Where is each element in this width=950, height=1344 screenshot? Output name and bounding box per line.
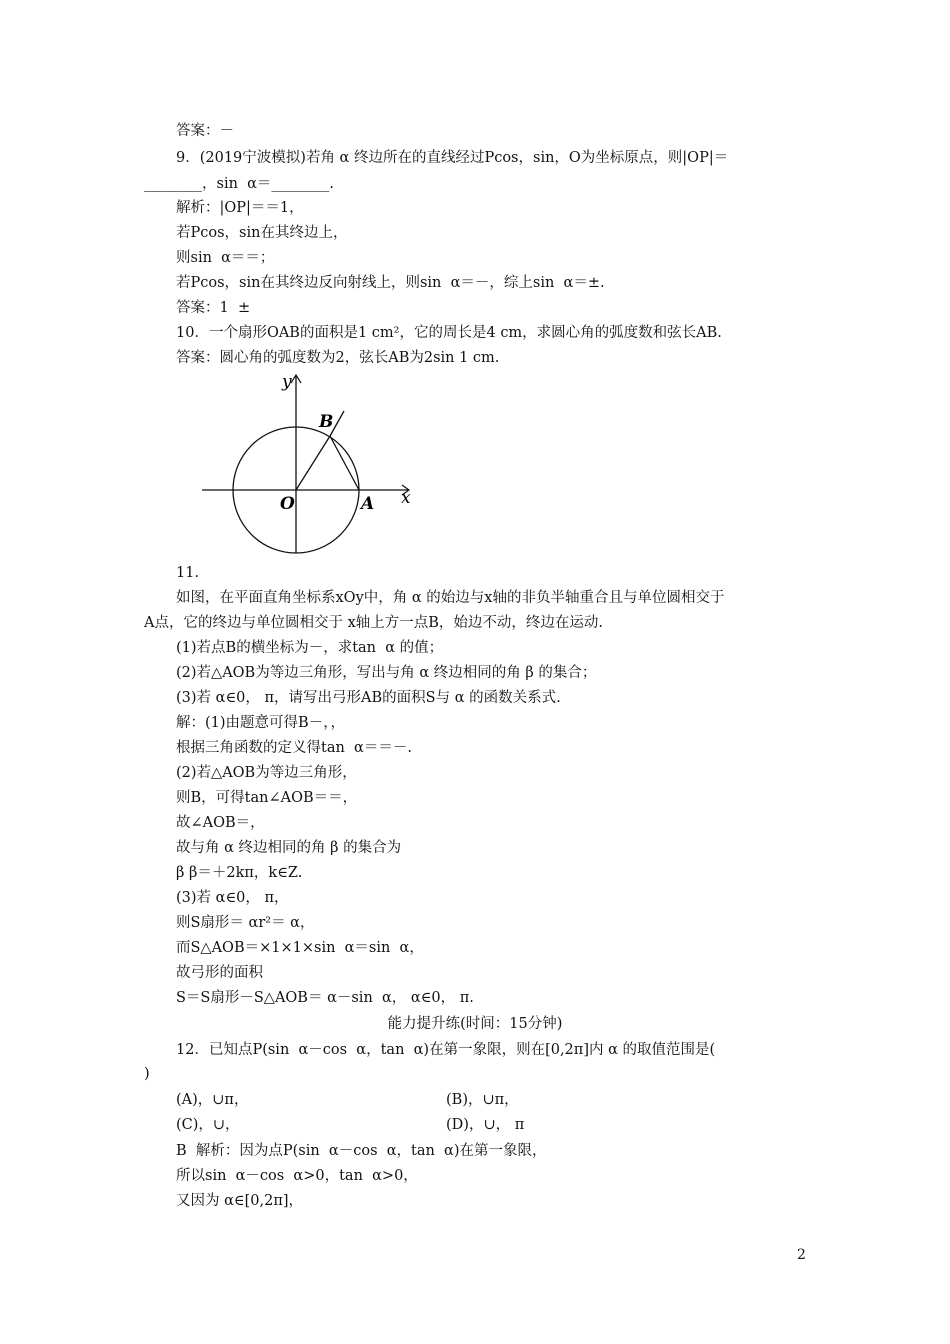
y-axis-label: y — [282, 372, 292, 392]
question-12: 12．已知点P(sin α－cos α，tan α)在第一象限，则在[0,2π]内 α 的取值范围是( — [176, 1042, 716, 1058]
question-11-part1: (1)若点B的横坐标为－，求tan α 的值； — [176, 640, 444, 656]
question-11-stem: 如图，在平面直角坐标系xOy中，角 α 的始边与x轴的非负半轴重合且与单位圆相交于 — [176, 590, 725, 606]
unit-circle-figure — [196, 370, 426, 560]
solution-9-line3: 则sin α＝＝； — [176, 250, 275, 266]
solution-12-line3: 又因为 α∈[0,2π]， — [176, 1193, 304, 1209]
solution-11-line6: 故与角 α 终边相同的角 β 的集合为 — [176, 840, 402, 856]
solution-11-line1: 解：(1)由题意可得B－，， — [176, 715, 345, 731]
option-c: (C)，∪， — [176, 1117, 240, 1133]
option-a: (A)，∪π， — [176, 1092, 249, 1108]
solution-12-line2: 所以sin α－cos α>0，tan α>0， — [176, 1168, 418, 1184]
answer-10: 答案：圆心角的弧度数为2，弦长AB为2sin 1 cm. — [176, 350, 500, 366]
question-9-cont: ________，sin α＝________. — [144, 176, 335, 192]
solution-11-line12: S＝S扇形－S△AOB＝ α－sin α， α∈0， π. — [176, 990, 474, 1006]
solution-11-line11: 故弓形的面积 — [176, 965, 263, 981]
solution-11-line7: β β＝＋2kπ，k∈Z. — [176, 865, 303, 881]
answer-8: 答案：－ — [176, 123, 234, 139]
segment-ob — [296, 436, 330, 490]
chord-ab — [330, 436, 359, 490]
question-11-part2: (2)若△AOB为等边三角形，写出与角 α 终边相同的角 β 的集合； — [176, 665, 597, 681]
question-11-part3: (3)若 α∈0， π，请写出弓形AB的面积S与 α 的函数关系式. — [176, 690, 561, 706]
point-a-label: A — [361, 494, 375, 514]
origin-label: O — [280, 494, 295, 514]
answer-9: 答案：1 ± — [176, 300, 251, 316]
solution-9-line1: 解析：|OP|＝＝1， — [176, 200, 304, 216]
section-heading: 能力提升练(时间：15分钟) — [387, 1016, 563, 1032]
solution-11-line3: (2)若△AOB为等边三角形， — [176, 765, 357, 781]
question-12-cont: ) — [144, 1066, 150, 1082]
page-number: 2 — [797, 1247, 806, 1263]
x-axis-label: x — [401, 488, 411, 508]
option-b: (B)，∪π， — [446, 1092, 519, 1108]
solution-11-line4: 则B，可得tan∠AOB＝＝， — [176, 790, 358, 806]
question-9: 9．(2019宁波模拟)若角 α 终边所在的直线经过Pcos，sin，O为坐标原点，则|OP|＝ — [176, 150, 729, 166]
point-b-label: B — [319, 412, 334, 432]
option-d: (D)，∪， π — [446, 1117, 525, 1133]
solution-11-line5: 故∠AOB＝， — [176, 815, 265, 831]
question-11-number: 11. — [176, 565, 200, 581]
solution-11-line9: 则S扇形＝ αr²＝ α， — [176, 915, 315, 931]
solution-9-line2: 若Pcos，sin在其终边上， — [176, 225, 348, 241]
question-11-stem-cont: A点，它的终边与单位圆相交于 x轴上方一点B，始边不动，终边在运动. — [144, 615, 604, 631]
question-10: 10．一个扇形OAB的面积是1 cm²，它的周长是4 cm，求圆心角的弧度数和弦长AB. — [176, 325, 722, 341]
solution-9-line4: 若Pcos，sin在其终边反向射线上，则sin α＝－，综上sin α＝±. — [176, 275, 605, 291]
solution-11-line8: (3)若 α∈0， π， — [176, 890, 289, 906]
solution-11-line10: 而S△AOB＝×1×1×sin α＝sin α， — [176, 940, 424, 956]
solution-11-line2: 根据三角函数的定义得tan α＝＝－. — [176, 740, 412, 756]
solution-12-line1: B 解析：因为点P(sin α－cos α，tan α)在第一象限， — [176, 1143, 547, 1159]
